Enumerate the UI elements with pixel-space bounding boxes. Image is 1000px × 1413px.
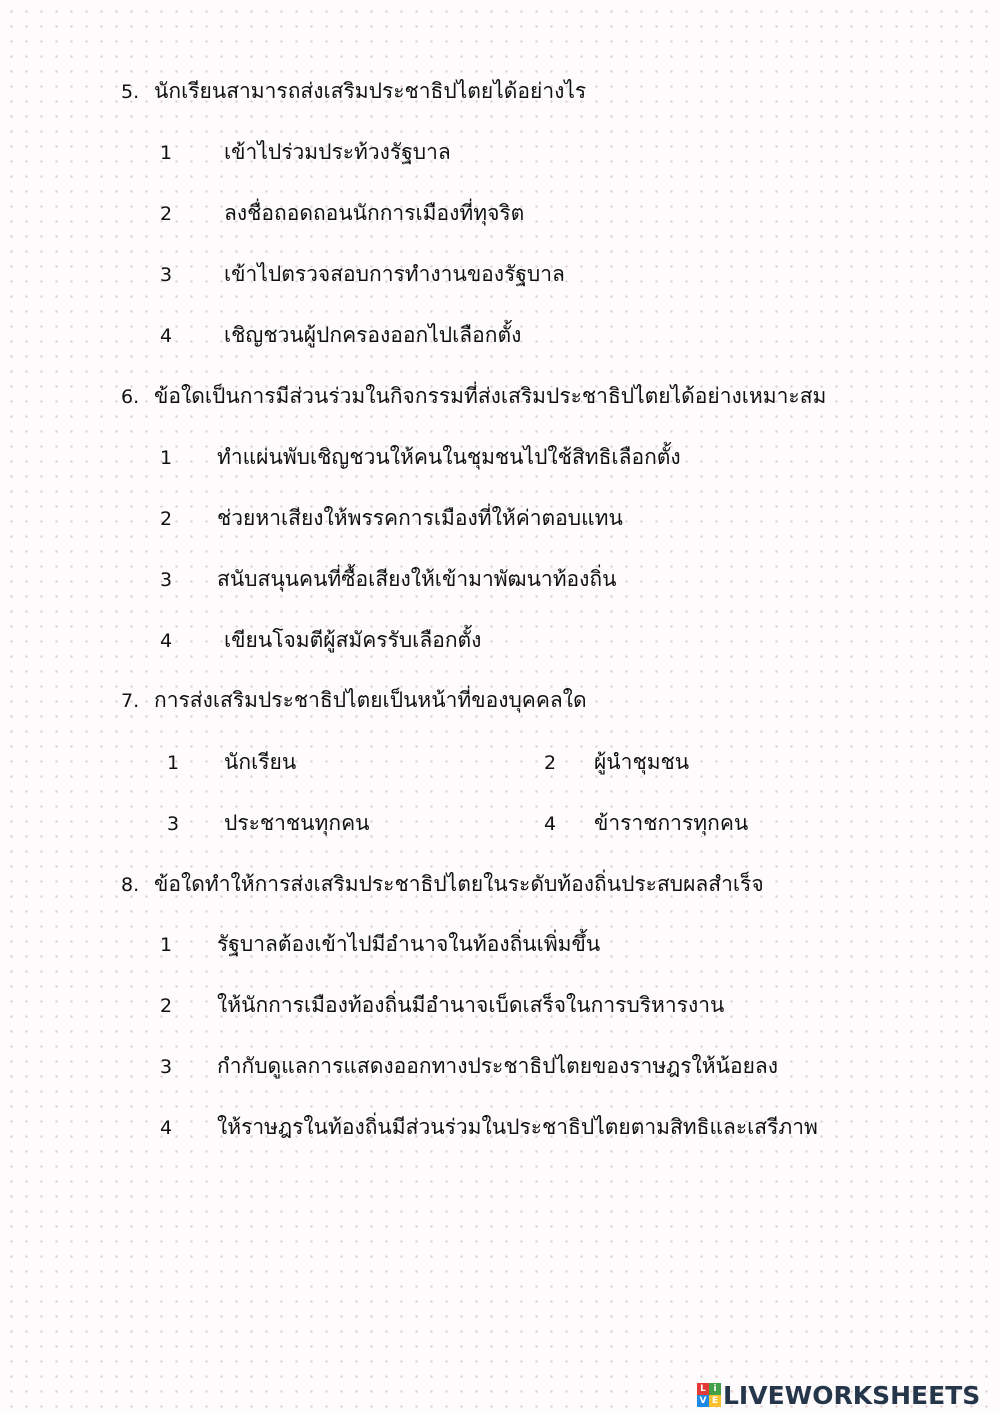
choice-number: 3: [160, 569, 173, 591]
question-text: ข้อใดทำให้การส่งเสริมประชาธิปไตยในระดับท้องถิ่นประสบผลสำเร็จ: [154, 872, 764, 896]
choice-number: 2: [160, 508, 173, 530]
choice-text: ช่วยหาเสียงให้พรรคการเมืองที่ให้ค่าตอบแทน: [217, 506, 623, 530]
liveworksheets-logo[interactable]: [697, 1378, 980, 1412]
question-text: การส่งเสริมประชาธิปไตยเป็นหน้าที่ของบุคคลใด: [154, 688, 587, 712]
badge-letter: L: [697, 1383, 709, 1395]
badge-letter: V: [697, 1395, 709, 1407]
choice-text: ผู้นำชุมชน: [594, 750, 690, 774]
choice-text: เชิญชวนผู้ปกครองออกไปเลือกตั้ง: [224, 323, 522, 347]
choice-text: รัฐบาลต้องเข้าไปมีอำนาจในท้องถิ่นเพิ่มขึ้น: [217, 932, 601, 956]
choice-number: 1: [160, 142, 173, 164]
choice-text: เข้าไปร่วมประท้วงรัฐบาล: [224, 140, 451, 164]
choice-number: 2: [160, 995, 173, 1017]
choice-text: ให้นักการเมืองท้องถิ่นมีอำนาจเบ็ดเสร็จในการบริหารงาน: [217, 993, 725, 1017]
choice-number: 3: [160, 264, 173, 286]
choice-text: ข้าราชการทุกคน: [594, 811, 749, 835]
question-number: 5.: [121, 81, 140, 103]
choice-text: ทำแผ่นพับเชิญชวนให้คนในชุมชนไปใช้สิทธิเลือกตั้ง: [217, 445, 681, 469]
brand-name: LIVEWORKSHEETS: [723, 1380, 981, 1410]
badge-letter: i: [709, 1383, 721, 1395]
question-number: 6.: [121, 386, 140, 408]
choice-number: 4: [160, 1117, 173, 1139]
choice-text: ให้ราษฎรในท้องถิ่นมีส่วนร่วมในประชาธิปไตยตามสิทธิและเสรีภาพ: [217, 1115, 818, 1139]
question-number: 7.: [121, 690, 140, 712]
choice-number: 2: [160, 203, 173, 225]
choice-number: 4: [160, 630, 173, 652]
choice-number: 1: [160, 447, 173, 469]
choice-number: 1: [160, 934, 173, 956]
badge-letter: E: [709, 1395, 721, 1407]
choice-text: กำกับดูแลการแสดงออกทางประชาธิปไตยของราษฎรให้น้อยลง: [217, 1054, 779, 1078]
choice-text: ลงชื่อถอดถอนนักการเมืองที่ทุจริต: [224, 201, 525, 225]
choice-number: 4: [544, 813, 557, 835]
choice-number: 3: [160, 1056, 173, 1078]
choice-text: ประชาชนทุกคน: [224, 811, 370, 835]
choice-text: นักเรียน: [224, 750, 297, 774]
choice-number: 2: [544, 752, 557, 774]
question-number: 8.: [121, 874, 140, 896]
choice-text: เข้าไปตรวจสอบการทำงานของรัฐบาล: [224, 262, 565, 286]
live-badge-icon: [697, 1383, 721, 1407]
choice-number: 3: [167, 813, 180, 835]
choice-text: เขียนโจมตีผู้สมัครรับเลือกตั้ง: [224, 628, 482, 652]
choice-text: สนับสนุนคนที่ซื้อเสียงให้เข้ามาพัฒนาท้องถิ่น: [217, 567, 617, 591]
question-text: ข้อใดเป็นการมีส่วนร่วมในกิจกรรมที่ส่งเสริมประชาธิปไตยได้อย่างเหมาะสม: [154, 384, 827, 408]
choice-number: 4: [160, 325, 173, 347]
choice-number: 1: [167, 752, 180, 774]
question-text: นักเรียนสามารถส่งเสริมประชาธิปไตยได้อย่างไร: [154, 79, 587, 103]
